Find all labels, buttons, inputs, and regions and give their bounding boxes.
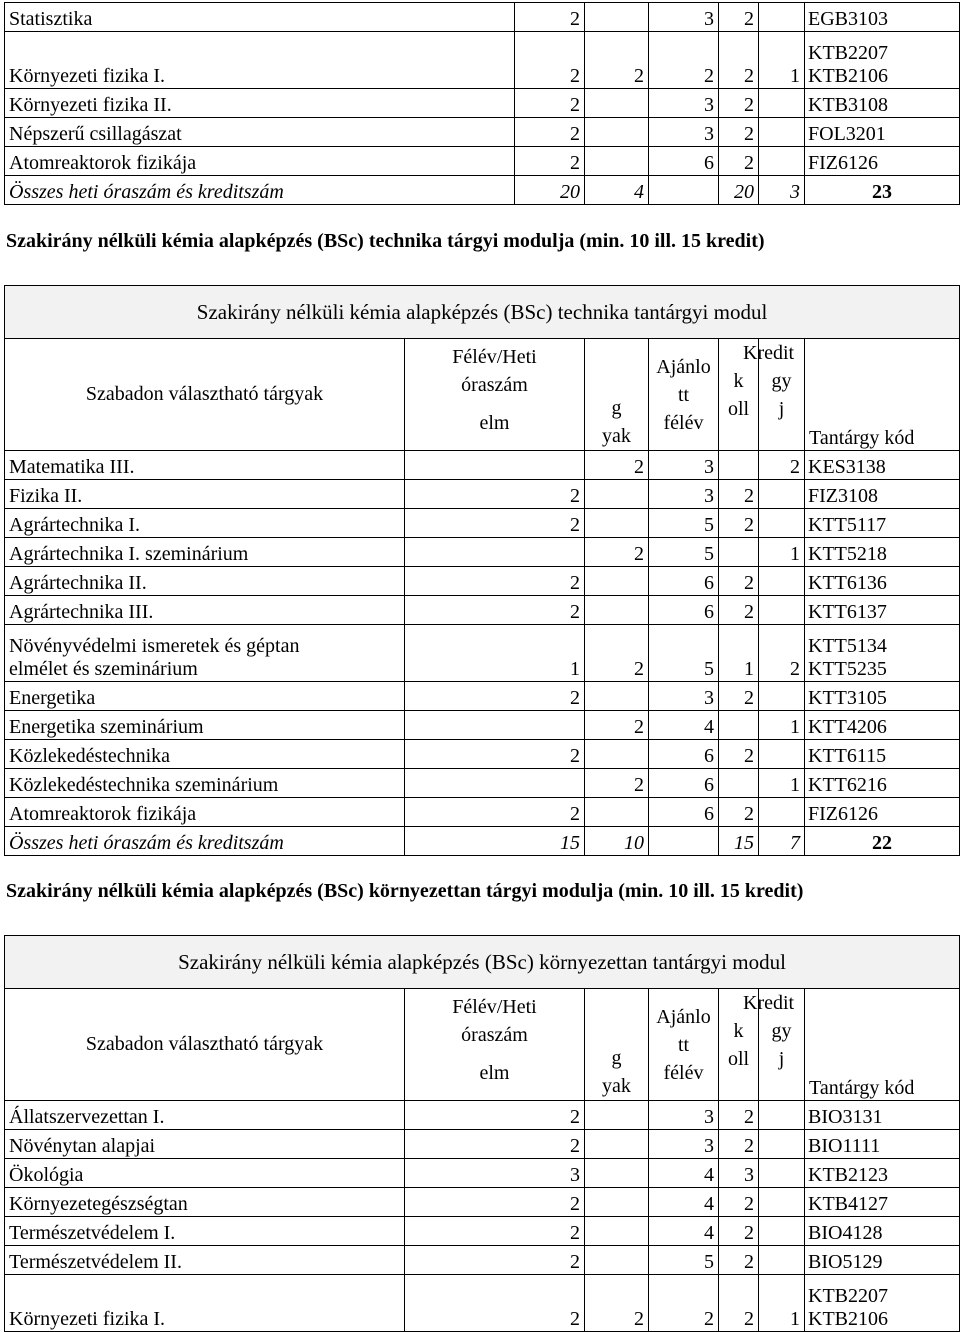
header-kollokvium: Kredit k oll <box>719 989 759 1101</box>
cell-k: 2 <box>719 509 759 538</box>
cell-gy <box>759 1101 805 1130</box>
cell-g <box>585 118 649 147</box>
cell-a: 5 <box>649 538 719 567</box>
cell-g <box>585 509 649 538</box>
cell-gy <box>759 509 805 538</box>
cell-gy <box>759 567 805 596</box>
cell-name: Energetika szeminárium <box>5 711 405 740</box>
cell-a: 6 <box>649 798 719 827</box>
cell-a: 5 <box>649 1246 719 1275</box>
cell-gy <box>759 1246 805 1275</box>
cell-a: 5 <box>649 625 719 682</box>
cell-e: 2 <box>405 798 585 827</box>
cell-e: 2 <box>405 682 585 711</box>
cell-name: Matematika III. <box>5 451 405 480</box>
table-row <box>5 89 960 118</box>
cell-name: Közlekedéstechnika szeminárium <box>5 769 405 798</box>
header-ajanlott-felev: Ajánlo tt félév <box>649 989 719 1101</box>
cell-name: Állatszervezettan I. <box>5 1101 405 1130</box>
cell-code: EGB3103 <box>805 3 960 32</box>
cell-k: 2 <box>719 596 759 625</box>
cell-e <box>405 451 585 480</box>
cell-k: 2 <box>719 1246 759 1275</box>
cell-code: BIO3131 <box>805 1101 960 1130</box>
cell-name: Környezeti fizika II. <box>5 89 515 118</box>
cell-g <box>585 740 649 769</box>
cell-a: 3 <box>649 1101 719 1130</box>
header-gyak: g yak <box>585 989 649 1101</box>
cell-code: FOL3201 <box>805 118 960 147</box>
cell-k: 3 <box>719 1159 759 1188</box>
header-kollokvium: Kredit k oll <box>719 339 759 451</box>
top-subjects-table <box>4 2 960 205</box>
cell-k <box>719 711 759 740</box>
cell-g <box>585 596 649 625</box>
cell-code: KTT3105 <box>805 682 960 711</box>
cell-a: 3 <box>649 682 719 711</box>
kornyezettan-module-table <box>4 935 960 1332</box>
cell-name: Természetvédelem II. <box>5 1246 405 1275</box>
cell-g <box>585 1159 649 1188</box>
header-gyak: g yak <box>585 339 649 451</box>
cell-k: 2 <box>719 147 759 176</box>
table-row <box>5 32 960 89</box>
cell-code: KTB2207 KTB2106 <box>805 32 960 89</box>
header-tantargy-kod: Tantárgy kód <box>805 989 960 1101</box>
cell-a: 6 <box>649 147 719 176</box>
cell-name: Természetvédelem I. <box>5 1217 405 1246</box>
cell-e <box>405 538 585 567</box>
cell-a: 4 <box>649 1188 719 1217</box>
cell-g <box>585 3 649 32</box>
cell-e: 2 <box>515 32 585 89</box>
header-subjects: Szabadon választható tárgyak <box>5 339 405 451</box>
cell-g <box>585 1246 649 1275</box>
cell-k: 2 <box>719 480 759 509</box>
cell-k: 2 <box>719 3 759 32</box>
cell-name: Energetika <box>5 682 405 711</box>
cell-g <box>585 798 649 827</box>
cell-g <box>585 1188 649 1217</box>
cell-code: BIO5129 <box>805 1246 960 1275</box>
table-row <box>5 1188 960 1217</box>
cell-gy: 1 <box>759 32 805 89</box>
cell-gy: 1 <box>759 769 805 798</box>
cell-e: 3 <box>405 1159 585 1188</box>
cell-g: 2 <box>585 711 649 740</box>
table-row <box>5 147 960 176</box>
cell-name: Ökológia <box>5 1159 405 1188</box>
cell-code: BIO4128 <box>805 1217 960 1246</box>
cell-g: 2 <box>585 32 649 89</box>
cell-gy: 2 <box>759 625 805 682</box>
table-row <box>5 625 960 682</box>
cell-k: 2 <box>719 1275 759 1332</box>
cell-gy: 1 <box>759 1275 805 1332</box>
cell-k: 2 <box>719 682 759 711</box>
total-code: 22 <box>805 827 960 856</box>
cell-a: 4 <box>649 711 719 740</box>
cell-e: 2 <box>405 567 585 596</box>
total-k: 15 <box>719 827 759 856</box>
cell-e: 2 <box>405 509 585 538</box>
table-row <box>5 538 960 567</box>
cell-code: KTT5134 KTT5235 <box>805 625 960 682</box>
cell-a: 5 <box>649 509 719 538</box>
cell-a: 4 <box>649 1159 719 1188</box>
table-row <box>5 682 960 711</box>
cell-code: FIZ3108 <box>805 480 960 509</box>
cell-g: 2 <box>585 769 649 798</box>
cell-a: 2 <box>649 1275 719 1332</box>
total-e: 20 <box>515 176 585 205</box>
cell-code: KTB2123 <box>805 1159 960 1188</box>
cell-name: Környezeti fizika I. <box>5 1275 405 1332</box>
cell-e: 1 <box>405 625 585 682</box>
cell-name: Agrártechnika II. <box>5 567 405 596</box>
table-row <box>5 118 960 147</box>
header-felev-heti: Félév/Heti óraszám elm <box>405 339 585 451</box>
cell-g: 2 <box>585 538 649 567</box>
cell-name: Agrártechnika I. szeminárium <box>5 538 405 567</box>
cell-code: KTB2207 KTB2106 <box>805 1275 960 1332</box>
cell-e: 2 <box>515 118 585 147</box>
total-gy: 7 <box>759 827 805 856</box>
cell-a: 3 <box>649 480 719 509</box>
table-row <box>5 1159 960 1188</box>
header-ajanlott-felev: Ajánlo tt félév <box>649 339 719 451</box>
table-row <box>5 740 960 769</box>
technika-module-table <box>4 285 960 856</box>
cell-name: Növényvédelmi ismeretek és géptan elmélet és szeminárium <box>5 625 405 682</box>
cell-a: 3 <box>649 118 719 147</box>
cell-g <box>585 89 649 118</box>
cell-k: 1 <box>719 625 759 682</box>
cell-code: KTT5117 <box>805 509 960 538</box>
cell-k <box>719 538 759 567</box>
cell-a: 6 <box>649 769 719 798</box>
cell-code: KTT5218 <box>805 538 960 567</box>
cell-name: Környezetegészségtan <box>5 1188 405 1217</box>
total-name: Összes heti óraszám és kreditszám <box>5 176 515 205</box>
cell-e: 2 <box>515 89 585 118</box>
cell-gy <box>759 1188 805 1217</box>
cell-code: KES3138 <box>805 451 960 480</box>
cell-g <box>585 567 649 596</box>
cell-name: Növénytan alapjai <box>5 1130 405 1159</box>
cell-k: 2 <box>719 1188 759 1217</box>
cell-name: Agrártechnika III. <box>5 596 405 625</box>
table-row <box>5 798 960 827</box>
cell-e: 2 <box>405 1217 585 1246</box>
cell-k: 2 <box>719 32 759 89</box>
cell-name: Agrártechnika I. <box>5 509 405 538</box>
cell-k: 2 <box>719 118 759 147</box>
cell-k: 2 <box>719 1217 759 1246</box>
cell-code: KTB3108 <box>805 89 960 118</box>
cell-code: KTT4206 <box>805 711 960 740</box>
total-a <box>649 827 719 856</box>
cell-gy <box>759 3 805 32</box>
cell-e: 2 <box>405 1275 585 1332</box>
cell-e: 2 <box>405 1188 585 1217</box>
table-row <box>5 3 960 32</box>
cell-k: 2 <box>719 567 759 596</box>
cell-gy: 1 <box>759 711 805 740</box>
table-row <box>5 1217 960 1246</box>
total-g: 4 <box>585 176 649 205</box>
cell-gy <box>759 89 805 118</box>
cell-g <box>585 1101 649 1130</box>
table-row <box>5 1246 960 1275</box>
cell-name: Közlekedéstechnika <box>5 740 405 769</box>
cell-e: 2 <box>405 480 585 509</box>
cell-g <box>585 1217 649 1246</box>
cell-code: KTT6136 <box>805 567 960 596</box>
cell-k <box>719 769 759 798</box>
cell-e: 2 <box>405 1101 585 1130</box>
cell-code: FIZ6126 <box>805 147 960 176</box>
total-gy: 3 <box>759 176 805 205</box>
total-code: 23 <box>805 176 960 205</box>
cell-e: 2 <box>405 1130 585 1159</box>
cell-a: 6 <box>649 740 719 769</box>
cell-g: 2 <box>585 625 649 682</box>
cell-e <box>405 711 585 740</box>
total-row <box>5 827 960 856</box>
cell-g <box>585 480 649 509</box>
cell-k: 2 <box>719 740 759 769</box>
cell-g <box>585 1130 649 1159</box>
cell-name: Atomreaktorok fizikája <box>5 798 405 827</box>
table-row <box>5 711 960 740</box>
cell-a: 3 <box>649 1130 719 1159</box>
cell-gy <box>759 740 805 769</box>
cell-code: FIZ6126 <box>805 798 960 827</box>
header-gyakorlati-jegy: gy j <box>759 989 805 1101</box>
cell-gy: 2 <box>759 451 805 480</box>
cell-gy <box>759 682 805 711</box>
cell-gy: 1 <box>759 538 805 567</box>
header-gyakorlati-jegy: gy j <box>759 339 805 451</box>
cell-name: Fizika II. <box>5 480 405 509</box>
total-g: 10 <box>585 827 649 856</box>
kornyezettan-module-title: Szakirány nélküli kémia alapképzés (BSc) környezettan tantárgyi modul <box>5 936 960 989</box>
cell-k <box>719 451 759 480</box>
cell-code: BIO1111 <box>805 1130 960 1159</box>
cell-e: 2 <box>405 1246 585 1275</box>
cell-g: 2 <box>585 1275 649 1332</box>
cell-code: KTT6115 <box>805 740 960 769</box>
cell-name: Atomreaktorok fizikája <box>5 147 515 176</box>
cell-a: 6 <box>649 596 719 625</box>
cell-a: 6 <box>649 567 719 596</box>
cell-e: 2 <box>405 740 585 769</box>
table-row <box>5 567 960 596</box>
cell-g <box>585 682 649 711</box>
cell-gy <box>759 1130 805 1159</box>
cell-gy <box>759 1217 805 1246</box>
cell-code: KTT6137 <box>805 596 960 625</box>
cell-code: KTB4127 <box>805 1188 960 1217</box>
cell-code: KTT6216 <box>805 769 960 798</box>
header-felev-heti: Félév/Heti óraszám elm <box>405 989 585 1101</box>
cell-k: 2 <box>719 1130 759 1159</box>
cell-name: Statisztika <box>5 3 515 32</box>
technika-module-note: Szakirány nélküli kémia alapképzés (BSc) technika tárgyi modulja (min. 10 ill. 15 kredit) <box>6 230 765 252</box>
header-tantargy-kod: Tantárgy kód <box>805 339 960 451</box>
cell-e: 2 <box>405 596 585 625</box>
cell-e <box>405 769 585 798</box>
kornyezettan-module-note: Szakirány nélküli kémia alapképzés (BSc) környezettan tárgyi modulja (min. 10 ill. 15 kredit) <box>6 880 804 902</box>
total-row <box>5 176 960 205</box>
cell-k: 2 <box>719 798 759 827</box>
cell-gy <box>759 147 805 176</box>
cell-a: 3 <box>649 89 719 118</box>
cell-k: 2 <box>719 1101 759 1130</box>
cell-e: 2 <box>515 147 585 176</box>
table-row <box>5 451 960 480</box>
total-k: 20 <box>719 176 759 205</box>
cell-g <box>585 147 649 176</box>
cell-e: 2 <box>515 3 585 32</box>
table-row <box>5 1275 960 1332</box>
table-row <box>5 1101 960 1130</box>
cell-a: 2 <box>649 32 719 89</box>
header-subjects: Szabadon választható tárgyak <box>5 989 405 1101</box>
table-row <box>5 596 960 625</box>
total-a <box>649 176 719 205</box>
cell-gy <box>759 118 805 147</box>
table-row <box>5 509 960 538</box>
cell-name: Népszerű csillagászat <box>5 118 515 147</box>
cell-a: 4 <box>649 1217 719 1246</box>
cell-gy <box>759 798 805 827</box>
total-e: 15 <box>405 827 585 856</box>
cell-gy <box>759 596 805 625</box>
table-row <box>5 1130 960 1159</box>
cell-g: 2 <box>585 451 649 480</box>
table-row <box>5 480 960 509</box>
technika-module-title: Szakirány nélküli kémia alapképzés (BSc) technika tantárgyi modul <box>5 286 960 339</box>
table-row <box>5 769 960 798</box>
cell-name: Környezeti fizika I. <box>5 32 515 89</box>
cell-gy <box>759 480 805 509</box>
total-name: Összes heti óraszám és kreditszám <box>5 827 405 856</box>
cell-a: 3 <box>649 451 719 480</box>
cell-a: 3 <box>649 3 719 32</box>
cell-gy <box>759 1159 805 1188</box>
cell-k: 2 <box>719 89 759 118</box>
